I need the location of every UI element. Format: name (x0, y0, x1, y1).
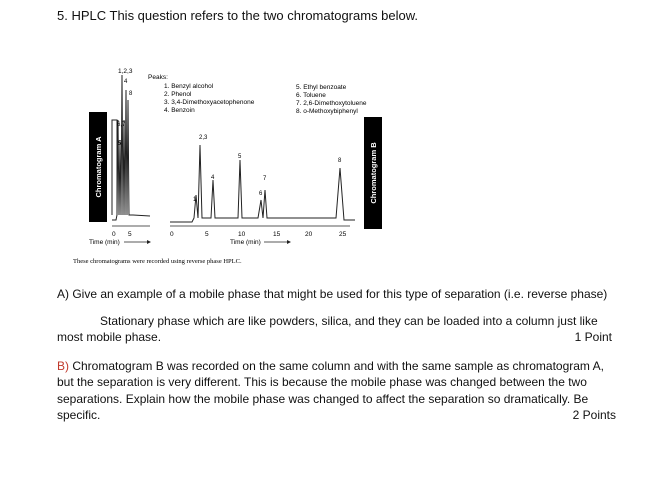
chrom-b-tick-0: 0 (170, 231, 174, 238)
chrom-a-time-arrowhead (147, 240, 151, 244)
part-b-line3: separations. Explain how the mobile phase was changed to affect the separation so dramatically. Be (57, 392, 589, 406)
chrom-a-tick-0: 0 (112, 231, 116, 238)
chrom-b-tick-5: 5 (205, 231, 209, 238)
peaks-heading: Peaks: (148, 74, 168, 81)
part-b-points: 2 Points (572, 408, 616, 422)
chrom-b-peak-label-1: 1 (193, 197, 197, 203)
part-b-line1-text: Chromatogram B was recorded on the same column and with the same sample as chromatogram A, (72, 359, 604, 373)
part-b-letter: B) (57, 359, 69, 373)
part-b-line4: specific. (57, 408, 101, 422)
part-a-answer-line2[interactable]: most mobile phase. (57, 330, 162, 344)
part-a-points: 1 Point (574, 330, 612, 344)
part-a-question: A) Give an example of a mobile phase that might be used for this type of separation (i.e. reverse phase) (57, 287, 608, 301)
question-title: 5. HPLC This question refers to the two chromatograms below. (57, 8, 419, 23)
chrom-b-peak-label-23: 2,3 (199, 135, 208, 141)
chrom-b-tick-15: 15 (273, 231, 281, 238)
peak-legend-2: 2. Phenol (164, 91, 192, 98)
chrom-b-tick-10: 10 (238, 231, 246, 238)
peak-legend-6: 6. Toluene (296, 92, 326, 99)
chrom-a-tick-5: 5 (128, 231, 132, 238)
chromatogram-b-label: Chromatogram B (369, 142, 378, 204)
chrom-b-peak-label-7: 7 (263, 176, 267, 182)
chrom-b-peak-label-4: 4 (211, 175, 215, 181)
chrom-b-time-arrowhead (287, 240, 291, 244)
peak-legend-7: 7. 2,6-Dimethoxytoluene (296, 100, 367, 107)
peak-legend-5: 5. Ethyl benzoate (296, 84, 347, 91)
part-b-line1 (57, 359, 604, 373)
chrom-b-tick-25: 25 (339, 231, 347, 238)
chrom-b-peak-label-8: 8 (338, 158, 342, 164)
chrom-a-peak-label-4: 4 (124, 79, 128, 85)
peak-legend-1: 1. Benzyl alcohol (164, 83, 214, 90)
chrom-a-peak-label-67: 6,7 (117, 122, 126, 128)
peak-legend-4: 4. Benzoin (164, 107, 195, 114)
peak-legend-3: 3. 3,4-Dimethoxyacetophenone (164, 99, 255, 106)
chrom-a-time-label: Time (min) (89, 239, 120, 246)
chrom-b-tick-20: 20 (305, 231, 313, 238)
part-b-line2: but the separation is very different. This is because the mobile phase was changed between the two (57, 375, 587, 389)
figure-caption: These chromatograms were recorded using reverse phase HPLC. (73, 258, 242, 265)
chrom-b-peak-label-5: 5 (238, 154, 242, 160)
chrom-b-trace (170, 145, 355, 222)
chrom-a-peak-label-8: 8 (129, 91, 133, 97)
peak-legend-8: 8. o-Methoxybiphenyl (296, 108, 358, 115)
chrom-b-time-label: Time (min) (230, 239, 261, 246)
part-a-answer-line1[interactable]: Stationary phase which are like powders, silica, and they can be loaded into a column just like (100, 314, 598, 328)
chromatogram-a-label: Chromatogram A (94, 136, 103, 198)
chrom-a-left-axis (112, 120, 117, 215)
chrom-a-peak-label-123: 1,2,3 (118, 68, 133, 75)
chrom-b-peak-label-6: 6 (259, 191, 263, 197)
chrom-a-peak-label-5: 5 (118, 141, 122, 147)
